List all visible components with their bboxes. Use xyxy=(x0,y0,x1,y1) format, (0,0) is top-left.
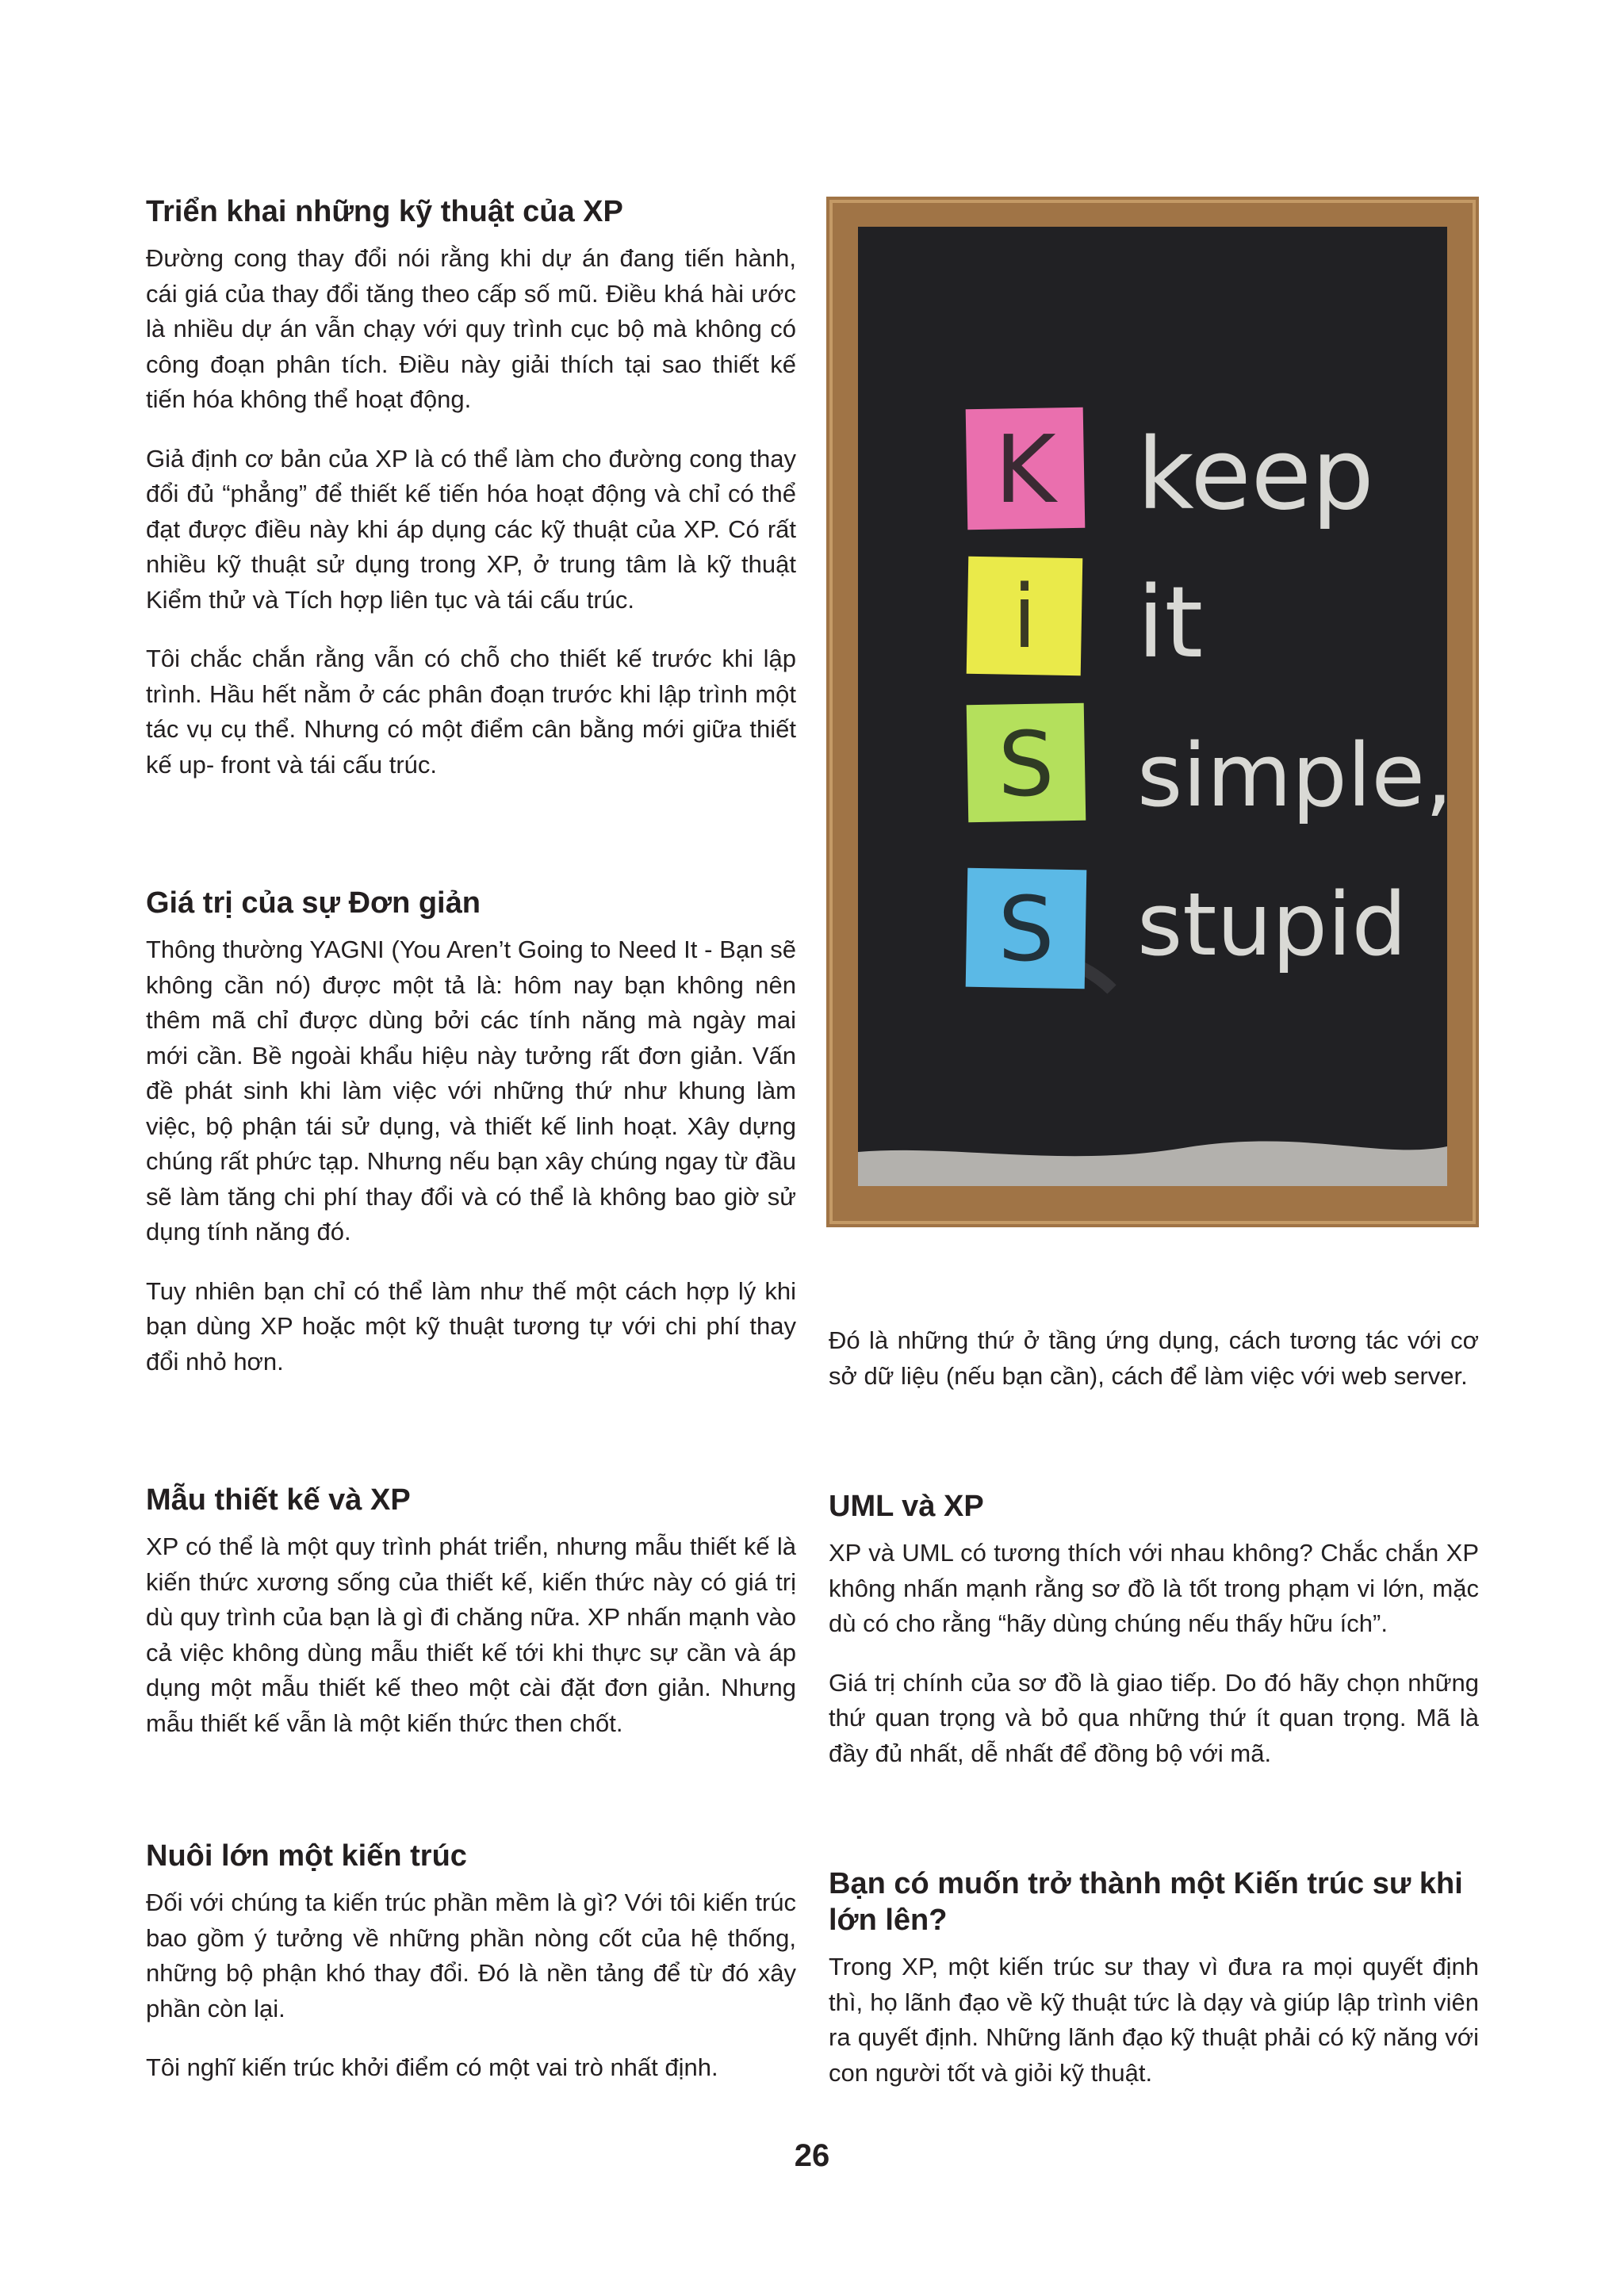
paragraph: Giá trị chính của sơ đồ là giao tiếp. Do đó hãy chọn những thứ quan trọng và bỏ qua những thứ ít quan trọng. Mã là đầy đủ nhất, dễ nhất để đồng bộ với mã. xyxy=(829,1668,1479,1767)
paragraph: Trong XP, một kiến trúc sư thay vì đưa ra mọi quyết định thì, họ lãnh đạo về kỹ thuật tức là dạy và giúp lập trình viên ra quyết định. Những lãnh đạo kỹ thuật phải có kỹ năng với con người tốt và giỏi kỹ thuật. xyxy=(829,1953,1479,2087)
note-letter: S xyxy=(998,714,1055,817)
sticky-note-k xyxy=(966,408,1086,530)
paragraph: Tôi chắc chắn rằng vẫn có chỗ cho thiết kế trước khi lập trình. Hầu hết nằm ở các phân đoạn trước khi lập trình một tác vụ cụ thể. Nhưng có một điểm cân bằng mới giữa thiết kế up- front và tái cấu trúc. xyxy=(146,645,796,779)
paragraph: XP có thể là một quy trình phát triển, nhưng mẫu thiết kế là kiến thức xương sống của thiết kế, kiến thức này có giá trị dù quy trình của bạn là gì đi chăng nữa. XP nhấn mạnh vào cả việc không dùng mẫu thiết kế tới khi thực sự cần và áp dụng một mẫu thiết kế theo một cài đặt đơn giản. Nhưng mẫu thiết kế vẫn là một kiến thức then chốt. xyxy=(146,1533,796,1737)
section-heading: Nuôi lớn một kiến trúc xyxy=(146,1839,467,1873)
sticky-note-s2 xyxy=(966,868,1087,989)
section-design-patterns xyxy=(146,1482,796,1765)
chalk-word: keep xyxy=(1137,418,1374,532)
chalk-word: simple, xyxy=(1137,725,1454,826)
section-heading: Mẫu thiết kế và XP xyxy=(146,1483,411,1517)
paragraph: Giả định cơ bản của XP là có thể làm cho đường cong thay đổi đủ “phẳng” để thiết kế tiến hóa hoạt động và chỉ có thể đạt được điều này khi áp dụng các kỹ thuật của XP. Có rất nhiều kỹ thuật sử dụng trong XP, ở trung tâm là kỹ thuật Kiểm thử và Tích hợp liên tục và tái cấu trúc. xyxy=(146,444,796,614)
chalk-word: stupid xyxy=(1137,874,1408,975)
sticky-note-i xyxy=(967,557,1083,675)
section-uml-xp xyxy=(829,1488,1479,1795)
kiss-chalkboard-photo xyxy=(826,197,1479,1227)
chalk-word: it xyxy=(1137,566,1204,680)
section-heading: UML và XP xyxy=(829,1490,984,1523)
note-letter: S xyxy=(998,878,1055,982)
paragraph: Thông thường YAGNI (You Aren’t Going to Need It - Bạn sẽ không cần nó) được một tả là: hôm nay bạn không nên thêm mã chỉ được dùng bởi các tính năng mà ngày mai mới cần. Bề ngoài khẩu hiệu này tưởng rất đơn giản. Vấn đề phát sinh khi làm việc với những thứ như khung làm việc, bộ phận tái sử dụng, và thiết kế linh hoạt. Xây dựng chúng rất phức tạp. Nhưng nếu bạn xây chúng ngay từ đầu sẽ làm tăng chi phí thay đổi và có thể là không bao giờ sử dụng tính năng đó. xyxy=(146,936,796,1246)
section-architect xyxy=(829,1866,1479,2114)
paragraph: Đường cong thay đổi nói rằng khi dự án đang tiến hành, cái giá của thay đổi tăng theo cấp số mũ. Điều khá hài ước là nhiều dự án vẫn chạy với quy trình cục bộ mà không có công đoạn phân tích. Điều này giải thích tại sao thiết kế tiến hóa không thể hoạt động. xyxy=(146,244,796,413)
chalkboard-image xyxy=(826,197,1479,1227)
paragraph: Đó là những thứ ở tầng ứng dụng, cách tương tác với cơ sở dữ liệu (nếu bạn cần), cách để làm việc với web server. xyxy=(829,1326,1479,1390)
chalk-haze xyxy=(858,227,1447,1186)
section-simplicity xyxy=(146,885,796,1403)
section-heading: Bạn có muốn trở thành một Kiến trúc sư khi lớn lên? xyxy=(829,1867,1463,1937)
note-letter: K xyxy=(994,415,1056,524)
section-heading: Triển khai những kỹ thuật của XP xyxy=(146,195,623,228)
paragraph: XP và UML có tương thích với nhau không? Chắc chắn XP không nhấn mạnh rằng sơ đồ là tốt trong phạm vi lớn, mặc dù có cho rằng “hãy dùng chúng nếu thấy hữu ích”. xyxy=(829,1539,1479,1637)
paragraph: Tôi nghĩ kiến trúc khởi điểm có một vai trò nhất định. xyxy=(146,2053,718,2081)
paragraph: Tuy nhiên bạn chỉ có thể làm như thế một cách hợp lý khi bạn dùng XP hoặc một kỹ thuật tương tự với chi phí thay đổi nhỏ hơn. xyxy=(146,1276,796,1376)
paragraph: Đối với chúng ta kiến trúc phần mềm là gì? Với tôi kiến trúc bao gồm ý tưởng về những phần nòng cốt của hệ thống, những bộ phận khó thay đổi. Đó là nền tảng để từ đó xây phần còn lại. xyxy=(146,1888,796,2022)
sticky-note-s1 xyxy=(967,703,1086,823)
section-intro-continued xyxy=(829,1323,1479,1418)
page-number: 26 xyxy=(794,2138,830,2173)
section-heading: Giá trị của sự Đơn giản xyxy=(146,886,481,920)
section-growing-architecture xyxy=(146,1838,796,2110)
note-letter: i xyxy=(1012,566,1037,668)
section-xp-techniques xyxy=(146,193,796,806)
